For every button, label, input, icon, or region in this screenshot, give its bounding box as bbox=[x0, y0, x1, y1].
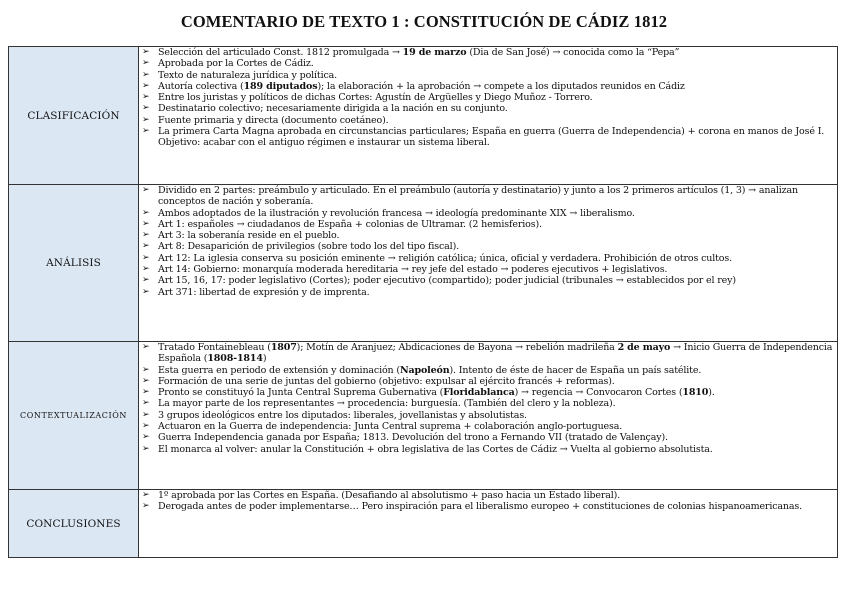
bullet-arrow-icon: ➢ bbox=[142, 241, 150, 252]
bullet-arrow-icon: ➢ bbox=[142, 252, 150, 263]
text-run: 3 grupos ideológicos entre los diputados: liberales, jovellanistas y absolutistas. bbox=[158, 409, 527, 421]
text-run: Dividido en 2 partes: preámbulo y articulado. En el preámbulo (autoría y destinatario) y junto a los 2 primeros artículos (1, 3) → analizan conceptos de nación y soberanía. bbox=[158, 185, 798, 208]
text-run: ). Intento de éste de hacer de España un país satélite. bbox=[449, 364, 702, 376]
text-run: ). bbox=[708, 387, 715, 399]
bold-text: 1808-1814 bbox=[207, 353, 263, 365]
bullet-arrow-icon: ➢ bbox=[142, 375, 150, 386]
text-run: ); Motín de Aranjuez; Abdicaciones de Bayona → rebelión madrileña bbox=[296, 342, 618, 353]
bullet-item bbox=[139, 365, 837, 376]
bullet-arrow-icon: ➢ bbox=[142, 47, 150, 57]
text-run: Entre los juristas y políticos de dichas Cortes: Agustín de Argüelles y Diego Muñoz - Torrero. bbox=[158, 92, 593, 104]
text-run: Tratado Fontainebleau ( bbox=[158, 342, 271, 353]
bullet-arrow-icon: ➢ bbox=[142, 501, 150, 512]
bullet-arrow-icon: ➢ bbox=[142, 409, 150, 420]
section-label: CLASIFICACIÓN bbox=[9, 47, 139, 185]
bold-text: 1807 bbox=[270, 342, 297, 353]
bullet-item bbox=[139, 421, 837, 432]
section-label: CONTEXTUALIZACIÓN bbox=[9, 342, 139, 490]
bullet-list bbox=[139, 47, 837, 149]
bullet-item bbox=[139, 398, 837, 409]
bullet-arrow-icon: ➢ bbox=[142, 114, 150, 125]
bold-text: 1810 bbox=[682, 387, 709, 399]
text-run: Art 8: Desaparición de privilegios (sobre todo los del tipo fiscal). bbox=[158, 241, 459, 253]
text-run: ) → regencia → Convocaron Cortes ( bbox=[514, 387, 683, 399]
bullet-item bbox=[139, 275, 837, 286]
text-run: Formación de una serie de juntas del gobierno (objetivo: expulsar al ejército francés + reformas). bbox=[158, 375, 615, 387]
bullet-arrow-icon: ➢ bbox=[142, 342, 150, 352]
bullet-arrow-icon: ➢ bbox=[142, 185, 150, 195]
text-run: Derogada antes de poder implementarse… Pero inspiración para el liberalismo europeo + constituciones de colonias hispanoamericanas. bbox=[158, 501, 802, 513]
text-run: ); la elaboración + la aprobación → compete a los diputados reunidos en Cádiz bbox=[317, 80, 685, 92]
bullet-arrow-icon: ➢ bbox=[142, 126, 150, 137]
section-body bbox=[139, 185, 838, 342]
bullet-item bbox=[139, 342, 837, 365]
bullet-arrow-icon: ➢ bbox=[142, 207, 150, 218]
bullet-item bbox=[139, 115, 837, 126]
text-run: Ambos adoptados de la ilustración y revolución francesa → ideología predominante XIX → liberalismo. bbox=[158, 207, 635, 219]
bullet-item bbox=[139, 287, 837, 298]
bullet-item bbox=[139, 264, 837, 275]
commentary-table bbox=[8, 46, 838, 558]
bullet-arrow-icon: ➢ bbox=[142, 230, 150, 241]
text-run: Texto de naturaleza jurídica y política. bbox=[158, 69, 338, 81]
bullet-item bbox=[139, 208, 837, 219]
bold-text: 19 de marzo bbox=[402, 47, 467, 58]
text-run: ) bbox=[262, 353, 267, 365]
bullet-item bbox=[139, 58, 837, 69]
text-run: 1º aprobada por las Cortes en España. (Desafiando al absolutismo + paso hacia un Estado liberal). bbox=[158, 490, 621, 501]
bullet-arrow-icon: ➢ bbox=[142, 443, 150, 454]
section-label: ANÁLISIS bbox=[9, 185, 139, 342]
bullet-item bbox=[139, 70, 837, 81]
bullet-arrow-icon: ➢ bbox=[142, 364, 150, 375]
bullet-arrow-icon: ➢ bbox=[142, 398, 150, 409]
bullet-item bbox=[139, 47, 837, 58]
bullet-item bbox=[139, 241, 837, 252]
bullet-arrow-icon: ➢ bbox=[142, 264, 150, 275]
bullet-item bbox=[139, 185, 837, 208]
text-run: Art 15, 16, 17: poder legislativo (Cortes); poder ejecutivo (compartido); poder judicial (tribunales → establecidos por el rey) bbox=[158, 275, 736, 287]
bullet-arrow-icon: ➢ bbox=[142, 421, 150, 432]
bullet-item bbox=[139, 230, 837, 241]
text-run: Guerra Independencia ganada por España; 1813. Devolución del trono a Fernando VII (tratado de Valençay). bbox=[158, 432, 668, 444]
section-body bbox=[139, 47, 838, 185]
text-run: Art 14: Gobierno: monarquía moderada hereditaria → rey jefe del estado → poderes ejecutivos + legislativos. bbox=[158, 264, 668, 276]
bold-text: 2 de mayo bbox=[617, 342, 671, 353]
bullet-item bbox=[139, 387, 837, 398]
text-run: (Dia de San José) → conocida como la “Pepa” bbox=[466, 47, 680, 58]
bullet-arrow-icon: ➢ bbox=[142, 103, 150, 114]
bullet-item bbox=[139, 444, 837, 455]
bullet-item bbox=[139, 253, 837, 264]
text-run: La primera Carta Magna aprobada en circunstancias particulares; España en guerra (Guerra de Independencia) + corona en manos de José I. Objetivo: acabar con el antiguo régimen e instaurar un sistema liberal. bbox=[158, 126, 825, 149]
bullet-arrow-icon: ➢ bbox=[142, 80, 150, 91]
bullet-item bbox=[139, 103, 837, 114]
bullet-arrow-icon: ➢ bbox=[142, 58, 150, 69]
text-run: → Inicio Guerra de Independencia Española ( bbox=[158, 342, 833, 365]
section-label: CONCLUSIONES bbox=[9, 490, 139, 558]
bullet-item bbox=[139, 501, 837, 512]
bullet-arrow-icon: ➢ bbox=[142, 490, 150, 500]
bullet-item bbox=[139, 376, 837, 387]
bullet-arrow-icon: ➢ bbox=[142, 387, 150, 398]
bullet-list bbox=[139, 490, 837, 513]
bullet-arrow-icon: ➢ bbox=[142, 286, 150, 297]
bold-text: Napoleón bbox=[399, 364, 450, 376]
bullet-arrow-icon: ➢ bbox=[142, 432, 150, 443]
bullet-item bbox=[139, 81, 837, 92]
bullet-arrow-icon: ➢ bbox=[142, 92, 150, 103]
bullet-item bbox=[139, 410, 837, 421]
section-row-clasificacion bbox=[9, 47, 838, 185]
bullet-arrow-icon: ➢ bbox=[142, 69, 150, 80]
bold-text: 189 diputados bbox=[243, 80, 318, 92]
bullet-arrow-icon: ➢ bbox=[142, 218, 150, 229]
text-run: Art 3: la soberanía reside en el pueblo. bbox=[158, 230, 340, 242]
text-run: Art 1: españoles → ciudadanos de España + colonias de Ultramar. (2 hemisferios). bbox=[158, 218, 542, 230]
text-run: Art 12: La iglesia conserva su posición eminente → religión católica; única, oficial y verdadera. Prohibición de otros cultos. bbox=[158, 252, 732, 264]
bold-text: Floridablanca bbox=[443, 387, 515, 399]
text-run: El monarca al volver: anular la Constitución + obra legislativa de las Cortes de Cádiz → Vuelta al gobierno absolutista. bbox=[158, 443, 713, 455]
text-run: La mayor parte de los representantes → procedencia: burguesía. (También del clero y la nobleza). bbox=[158, 398, 616, 410]
section-row-contextualizacion bbox=[9, 342, 838, 490]
text-run: Aprobada por la Cortes de Cádiz. bbox=[158, 58, 314, 70]
section-row-analisis bbox=[9, 185, 838, 342]
text-run: Actuaron en la Guerra de independencia: Junta Central suprema + colaboración anglo-portuguesa. bbox=[158, 421, 623, 433]
bullet-item bbox=[139, 219, 837, 230]
text-run: Esta guerra en periodo de extensión y dominación ( bbox=[158, 364, 400, 376]
bullet-item bbox=[139, 92, 837, 103]
text-run: Fuente primaria y directa (documento coetáneo). bbox=[158, 114, 389, 126]
section-body bbox=[139, 490, 838, 558]
text-run: Art 371: libertad de expresión y de imprenta. bbox=[158, 286, 370, 298]
text-run: Destinatario colectivo; necesariamente dirigida a la nación en su conjunto. bbox=[158, 103, 508, 115]
text-run: Selección del articulado Const. 1812 promulgada → bbox=[158, 47, 403, 58]
text-run: Pronto se constituyó la Junta Central Suprema Gubernativa ( bbox=[158, 387, 444, 399]
section-body bbox=[139, 342, 838, 490]
bullet-item bbox=[139, 126, 837, 149]
bullet-arrow-icon: ➢ bbox=[142, 275, 150, 286]
page-title: COMENTARIO DE TEXTO 1 : CONSTITUCIÓN DE CÁDIZ 1812 bbox=[180, 12, 668, 31]
bullet-list bbox=[139, 185, 837, 298]
bullet-item bbox=[139, 490, 837, 501]
text-run: Autoría colectiva ( bbox=[158, 80, 244, 92]
bullet-item bbox=[139, 432, 837, 443]
bullet-list bbox=[139, 342, 837, 455]
section-row-conclusiones bbox=[9, 490, 838, 558]
